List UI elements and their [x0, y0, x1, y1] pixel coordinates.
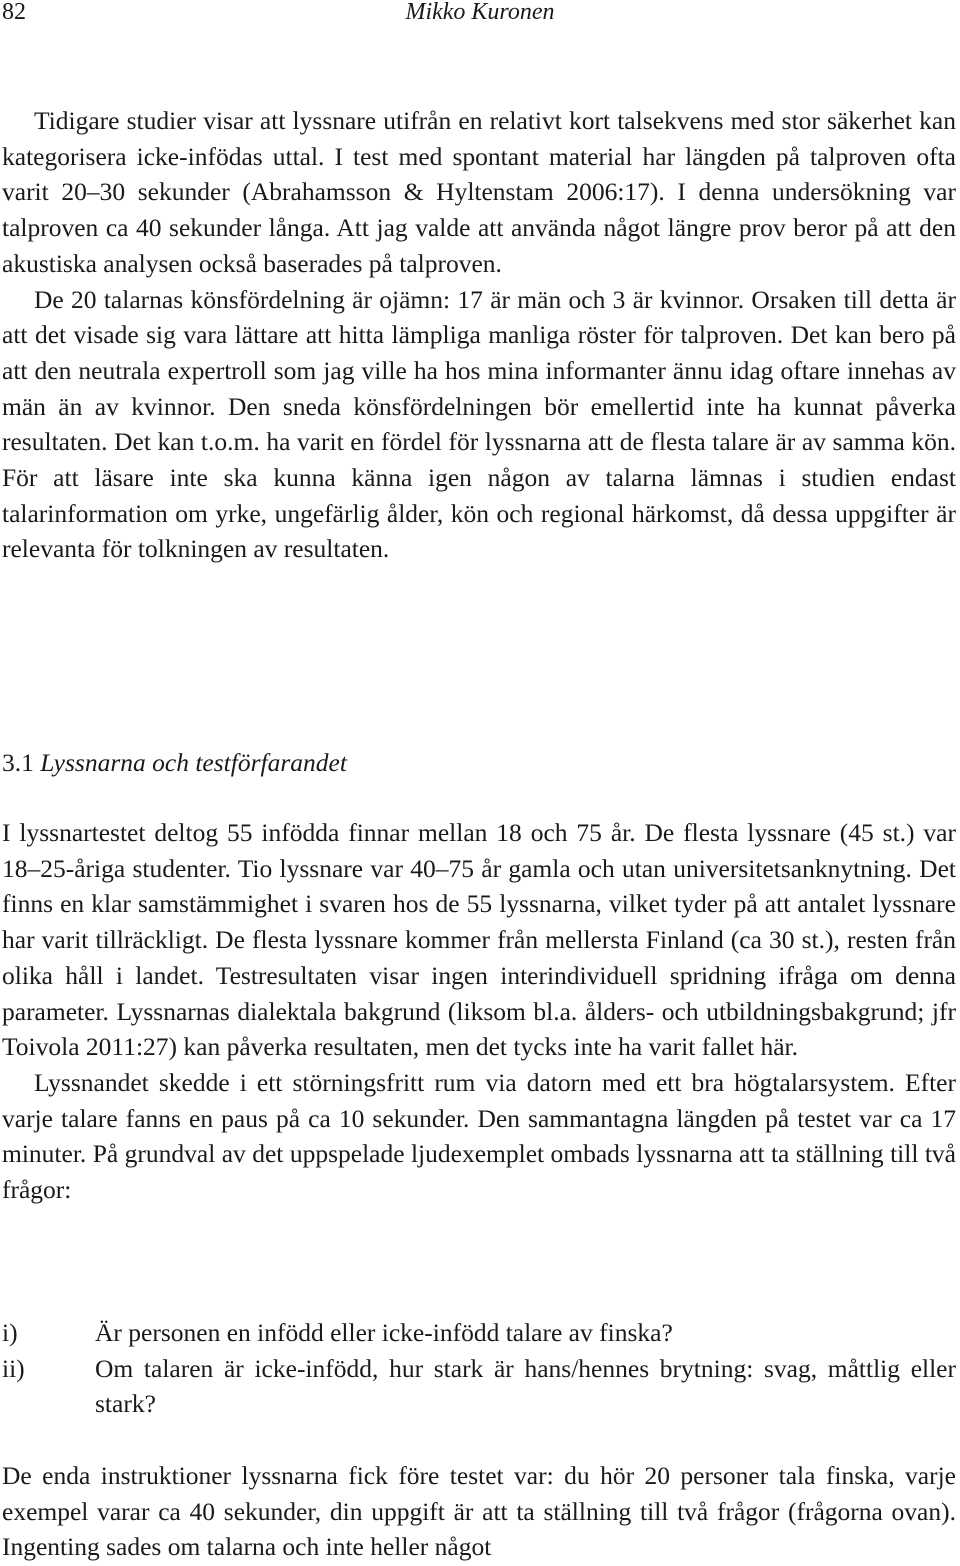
closing-text-block	[2, 1458, 956, 1565]
section-paragraph-1: I lyssnartestet deltog 55 infödda finnar mellan 18 och 75 år. De flesta lyssnare (45 st.) var 18–25-åriga studenter. Tio lyssnare var 40–75 år gamla och utan universitetsanknytning. Det finns en klar samstämmighet i svaren hos de 55 lyssnarna, vilket tyder på att antalet lyssnare har varit tillräckligt. De flesta lyssnare kommer från mellersta Finland (ca 30 st.), resten från olika håll i landet. Testresultaten visar ingen interindividuell spridning ifråga om denna parameter. Lyssnarnas dialektala bakgrund (liksom bl.a. ålders- och utbildningsbakgrund; jfr Toivola 2011:27) kan påverka resultaten, men det tycks inte ha varit fallet här.	[2, 818, 956, 1062]
intro-paragraph-2: De 20 talarnas könsfördelning är ojämn: 17 är män och 3 är kvinnor. Orsaken till detta är att det visade sig vara lättare att hitta lämpliga manliga röster för talproven. Det kan bero på att den neutrala expertroll som jag ville ha hos mina informanter ännu idag oftare innehas av män än av kvinnor. Den sneda könsfördelningen bör emellertid inte ha kunnat påverka resultaten. Det kan t.o.m. ha varit en fördel för lyssnarna att de flesta talare är av samma kön. För att läsare inte ska kunna känna igen någon av talarna lämnas i studien endast talarinformation om yrke, ungefärlig ålder, kön och regional härkomst, då dessa uppgifter är relevanta för tolkningen av resultaten.	[2, 284, 956, 564]
section-paragraph-3: De enda instruktioner lyssnarna fick före testet var: du hör 20 personer tala finska, varje exempel varar ca 40 sekunder, din uppgift är att ta ställning till två frågor (frågorna ovan). Ingenting sades om talarna och inte heller något	[2, 1461, 956, 1562]
list-marker: i)	[2, 1318, 18, 1347]
section-text-block	[2, 815, 956, 1208]
question-text: Om talaren är icke-infödd, hur stark är hans/hennes brytning: svag, måttlig eller stark?	[95, 1353, 956, 1418]
question-text: Är personen en infödd eller icke-infödd talare av finska?	[95, 1318, 673, 1347]
question-list	[2, 1315, 956, 1422]
section-heading	[2, 745, 347, 781]
list-item	[2, 1351, 956, 1422]
section-title: Lyssnarna och testförfarandet	[40, 748, 347, 777]
page-number: 82	[2, 0, 26, 25]
running-title: Mikko Kuronen	[405, 0, 555, 25]
intro-text-block	[2, 103, 956, 567]
section-number: 3.1	[2, 748, 34, 777]
running-header	[0, 0, 960, 32]
section-paragraph-2: Lyssnandet skedde i ett störningsfritt rum via datorn med ett bra högtalarsystem. Efter varje talare fanns en paus på ca 10 sekunder. Den sammantagna längden på testet var ca 17 minuter. På grundval av det uppspelade ljudexemplet ombads lyssnarna att ta ställning till två frågor:	[2, 1067, 956, 1205]
list-marker: ii)	[2, 1353, 25, 1383]
intro-paragraph-1: Tidigare studier visar att lyssnare utifrån en relativt kort talsekvens med stor säkerhet kan kategorisera icke-infödas uttal. I test med spontant material har längden på talproven ofta varit 20–30 sekunder (Abrahamsson & Hyltenstam 2006:17). I denna undersökning var talproven ca 40 sekunder långa. Att jag valde att använda något längre prov beror på att den akustiska analysen också baserades på talproven.	[2, 106, 956, 278]
list-item	[2, 1315, 956, 1351]
